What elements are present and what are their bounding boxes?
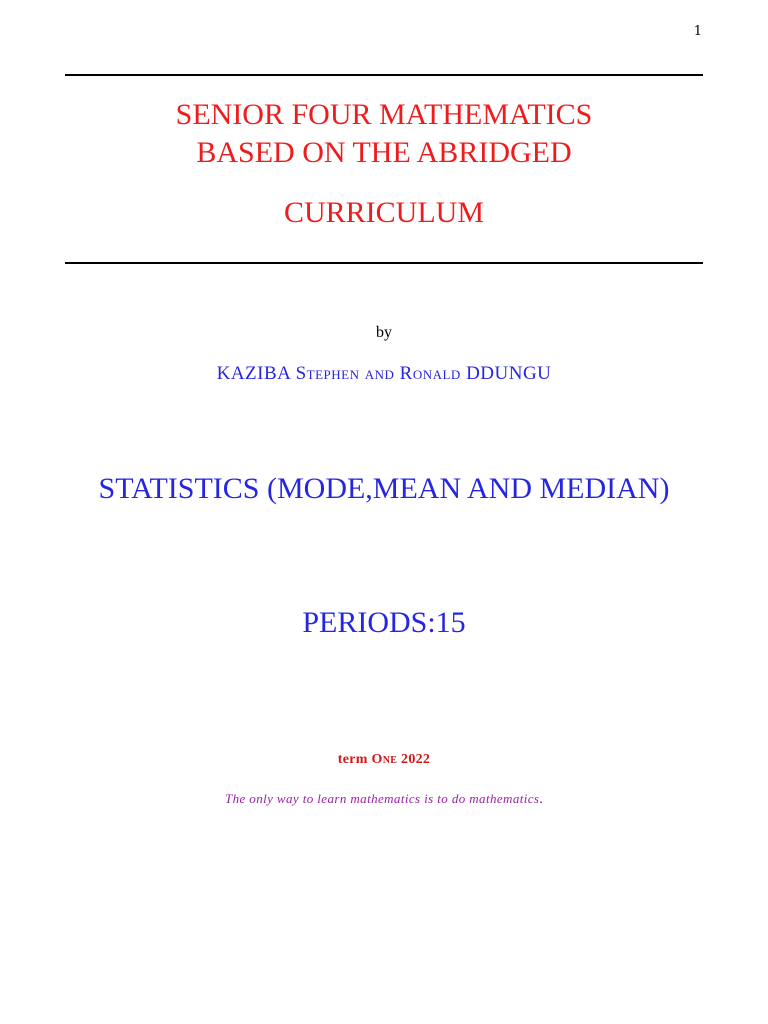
term-year: 2022 xyxy=(401,752,431,767)
bottom-rule xyxy=(65,262,703,264)
periods-label: PERIODS:15 xyxy=(302,606,466,639)
authors-line xyxy=(0,363,768,385)
title-line-3: CURRICULUM xyxy=(283,196,485,229)
title-line-2: BASED ON THE ABRIDGED xyxy=(196,136,572,169)
author1-given-name: Stephen xyxy=(295,363,360,384)
document-title xyxy=(65,96,703,232)
author1-surname: KAZIBA xyxy=(216,363,291,384)
motto-quote xyxy=(0,791,768,807)
top-rule xyxy=(65,74,703,76)
title-line-1: SENIOR FOUR MATHEMATICS xyxy=(175,98,593,131)
term-label xyxy=(0,752,768,768)
page-number: 1 xyxy=(693,24,702,39)
by-label: by xyxy=(376,324,392,341)
author2-given-name: Ronald xyxy=(399,363,461,384)
term-word: term xyxy=(337,752,368,767)
author-conjunction: and xyxy=(364,363,395,384)
topic-title: STATISTICS (MODE,MEAN AND MEDIAN) xyxy=(98,472,670,505)
motto-text: The only way to learn mathematics is to do mathematics xyxy=(224,791,540,806)
motto-end: . xyxy=(539,791,544,806)
term-number: One xyxy=(371,752,398,767)
author2-surname: DDUNGU xyxy=(466,363,552,384)
